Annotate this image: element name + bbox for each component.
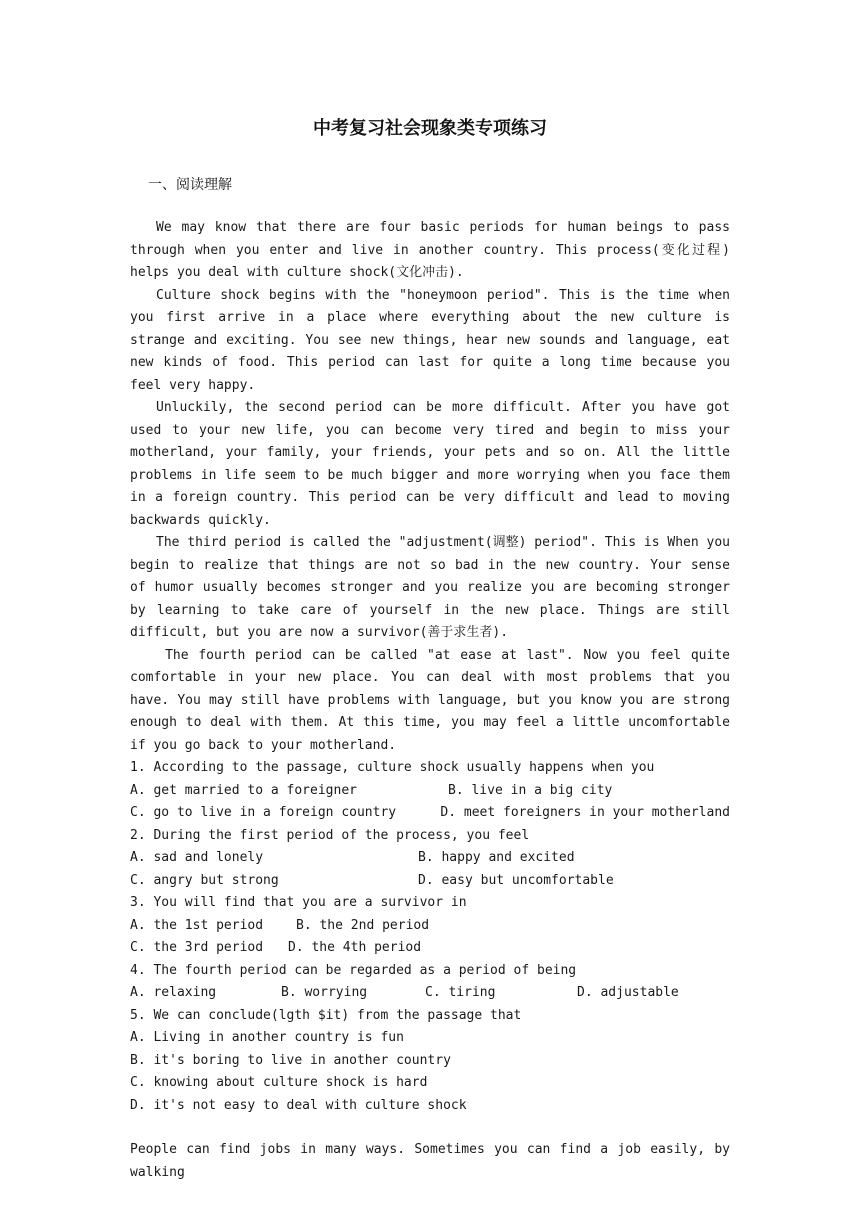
passage-paragraph-3: Unluckily, the second period can be more difficult. After you have got used to your new life, you can become very tired and begin to miss your motherland, your family, your friends, your pets and so on. All the little problems in life seem to be much bigger and more worrying when you face them in a foreign country. This period can be very difficult and lead to moving backwards quickly.	[130, 400, 730, 528]
question-1-options-row-2	[130, 802, 730, 825]
question-2-stem: 2. During the first period of the process, you feel	[130, 827, 530, 843]
question-1-option-b: B. live in a big city	[448, 782, 613, 798]
question-5-option-b: B. it's boring to live in another country	[130, 1052, 451, 1068]
question-2-options-row-1	[130, 847, 730, 870]
section-spacer	[130, 1117, 730, 1139]
question-2-option-c: C. angry but strong	[130, 872, 279, 888]
question-4-option-a: A. relaxing	[130, 985, 217, 1000]
question-5-stem: 5. We can conclude(lgth $it) from the passage that	[130, 1007, 522, 1023]
passage-paragraph-5: The fourth period can be called "at ease at last". Now you feel quite comfortable in your new place. You can deal with most problems that you have. You may still have problems with language, but you know you are strong enough to deal with them. At this time, you may feel a little uncomfortable if you go back to your motherland.	[130, 647, 730, 753]
question-4-stem: 4. The fourth period can be regarded as a period of being	[130, 962, 577, 978]
question-1-option-a: A. get married to a foreigner	[130, 782, 357, 798]
question-3-option-d: D. the 4th period	[288, 940, 422, 955]
question-3-option-c: C. the 3rd period	[130, 940, 264, 955]
document-body	[130, 217, 730, 1184]
question-1-option-c: C. go to live in a foreign country	[130, 805, 397, 820]
question-3-options-row-1	[130, 915, 730, 938]
question-4-option-d: D. adjustable	[577, 985, 679, 1000]
question-4-option-b: B. worrying	[281, 985, 368, 1000]
page-title: 中考复习社会现象类专项练习	[313, 118, 547, 139]
passage-paragraph-2: Culture shock begins with the "honeymoon period". This is the time when you first arrive in a place where everything about the new culture is strange and exciting. You see new things, hear new sounds and language, eat new kinds of food. This period can last for quite a long time because you feel very happy.	[130, 287, 730, 393]
question-4-options-row	[130, 982, 730, 1005]
question-1-options-row-1	[130, 780, 730, 803]
question-2-option-a: A. sad and lonely	[130, 850, 264, 865]
question-1-stem: 1. According to the passage, culture shock usually happens when you	[130, 760, 655, 775]
question-3-stem: 3. You will find that you are a survivor in	[130, 895, 467, 910]
question-3-options-row-2	[130, 937, 730, 960]
question-5-option-c: C. knowing about culture shock is hard	[130, 1075, 428, 1090]
question-2-options-row-2	[130, 870, 730, 893]
passage-paragraph-4: The third period is called the "adjustment(调整) period". This is When you begin to realize that things are not so bad in the new country. Your sense of humor usually becomes stronger and you realize you are becoming stronger by learning to take care of yourself in the new place. Things are still difficult, but you are now a survivor(善于求生者).	[130, 535, 730, 640]
question-5-option-d: D. it's not easy to deal with culture shock	[130, 1097, 467, 1113]
next-passage-first-line: People can find jobs in many ways. Sometimes you can find a job easily, by walking	[130, 1142, 730, 1180]
question-2-option-d: D. easy but uncomfortable	[418, 872, 614, 888]
question-2-option-b: B. happy and excited	[418, 850, 575, 865]
question-4-option-c: C. tiring	[425, 985, 496, 1000]
question-5-option-a: A. Living in another country is fun	[130, 1030, 404, 1045]
passage-paragraph-1: We may know that there are four basic periods for human beings to pass through when you enter and live in another country. This process(变化过程) helps you deal with culture shock(文化冲击).	[130, 220, 730, 280]
question-1-option-d: D. meet foreigners in your motherland	[440, 805, 730, 820]
question-3-option-a: A. the 1st period	[130, 917, 264, 933]
section-heading: 一、阅读理解	[148, 177, 232, 193]
question-3-option-b: B. the 2nd period	[296, 917, 430, 933]
